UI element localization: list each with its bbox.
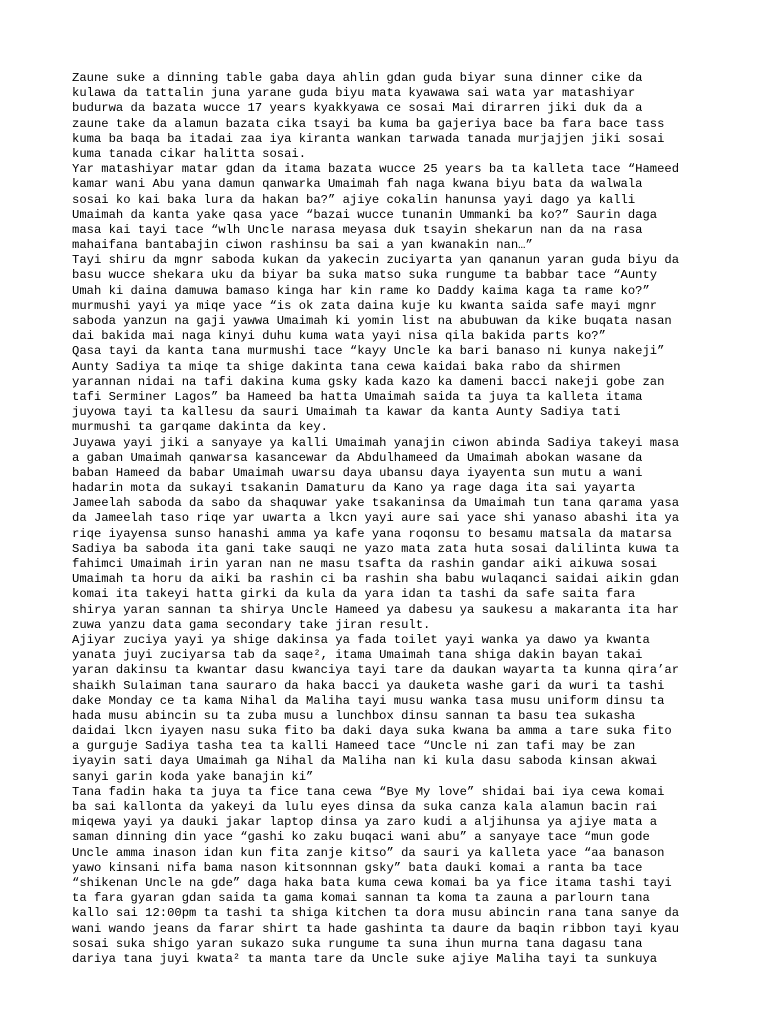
body-text <box>72 71 712 967</box>
text-line: sosai ko kai baka lura da hakan ba?” ajiye cokalin hanunsa yayi dago ya kalli <box>72 192 636 207</box>
text-line: shirya yaran sannan ta shirya Uncle Hameed ya dabesu ya saukesu a makaranta ita har <box>72 602 680 617</box>
text-line: basu wucce shekara uku da biyar ba suka matso suka rungume ta babbar tace “Aunty <box>72 268 658 283</box>
text-line: yaran dakinsu ta kwantar dasu kwanciya tayi tare da daukan wayarta ta kunna qira’ar <box>72 663 680 678</box>
text-line: da Jameelah taso riqe yar uwarta a lkcn yayi aure sai yace shi yanaso abashi ita ya <box>72 511 680 526</box>
text-line: kuma ba baqa ba itadai zaa iya kiranta wankan tarwada tanada murjajjen jiki sosai <box>72 131 665 146</box>
text-line: juyowa tayi ta kallesu da sauri Umaimah ta kawar da kanta Aunty Sadiya tati <box>72 405 621 420</box>
text-line: zaune take da alamun bazata cika tsayi ba kuma ba gajeriya bace ba fara bace tass <box>72 116 665 131</box>
text-line: mahaifana bantabajin ciwon rashinsu ba sai a yan kwanakin nan…” <box>72 238 533 253</box>
text-line: Tayi shiru da mgnr saboda kukan da yakecin zuciyarta yan qananun yaran guda biyu da <box>72 253 680 268</box>
text-line: Tana fadin haka ta juya ta fice tana cewa “Bye My love” shidai bai iya cewa komai <box>72 784 665 799</box>
text-line: iyayin sati daya Umaimah ga Nihal da Maliha nan ki kula dasu saboda kinsan akwai <box>72 754 658 769</box>
text-line: Jameelah saboda da sabo da shaquwar yake tsakaninsa da Umaimah tun tana qarama yasa <box>72 496 680 511</box>
text-line: saman dinning din yace “gashi ko zaku buqaci wani abu” a sanyaye tace “mun gode <box>72 830 650 845</box>
text-line: tafi Serminer Lagos” ba Hameed ba hatta Umaimah saida ta juya ta kalleta itama <box>72 389 643 404</box>
text-line: fahimci Umaimah irin yaran nan ne masu tsafta da rashin gandar aiki aikuwa sosai <box>72 557 658 571</box>
text-line: dai bakida mai naga kinyi duhu kuma wata yayi nisa qila bakida parts ko?” <box>72 329 606 344</box>
text-line: kuma tanada cikar halitta sosai. <box>72 146 307 161</box>
text-line: Umah ki daina damuwa bamaso kinga har kin rame ko Daddy kaima kaga ta rame ko?” <box>72 283 650 298</box>
text-line: Zaune suke a dinning table gaba daya ahlin gdan guda biyar suna dinner cike da <box>72 71 643 85</box>
text-line: Yar matashiyar matar gdan da itama bazata wucce 25 years ba ta kalleta tace “Hameed <box>72 162 680 177</box>
text-line: “shikenan Uncle na gde” daga haka bata kuma cewa komai ba ya fice itama tashi tayi <box>72 875 672 890</box>
text-line: kulawa da tattalin juna yarane guda biyu mata kyawawa sai wata yar matashiyar <box>72 86 636 101</box>
text-line: komai ita takeyi hatta girki da kula da yara idan ta tashi da safe saita fara <box>72 587 636 602</box>
text-line: yawo kinsani nifa bama nason kitsonnnan gsky” bata dauki komai a ranta ba tace <box>72 860 643 875</box>
text-line: sanyi garin koda yake banajin ki” <box>72 769 314 784</box>
text-line: murmushi yayi ya miqe yace “is ok zata daina kuje ku kwanta saida safe mayi mgnr <box>72 298 658 313</box>
text-line: ta fara gyaran gdan saida ta gama komai sannan ta koma ta zauna a parlourn tana <box>72 891 650 906</box>
text-line: baban Hameed da babar Umaimah uwarsu daya ubansu daya iyayenta sun mutu a wani <box>72 465 643 480</box>
text-line: dake Monday ce ta kama Nihal da Maliha tayi musu wanka tasa musu uniform dinsu ta <box>72 693 665 708</box>
text-line: yanata juyi zuciyarsa tab da saqe², itama Umaimah tana shiga dakin bayan takai <box>72 648 643 663</box>
text-line: hada musu abincin su ta zuba musu a lunchbox dinsu sannan ta basu tea sukasha <box>72 708 636 723</box>
text-line: miqewa yayi ya dauki jakar laptop dinsa ya zaro kudi a aljihunsa ya ajiye mata a <box>72 815 658 830</box>
text-line: saboda yanzun na gaji yawwa Umaimah ki yomin list na abubuwan da kike buqata nasan <box>72 314 672 328</box>
text-line: masa kai tayi tace “wlh Uncle narasa meyasa duk tsayin shekarun nan da na rasa <box>72 222 643 237</box>
text-line: Juyawa yayi jiki a sanyaye ya kalli Umaimah yanajin ciwon abinda Sadiya takeyi masa <box>72 435 680 450</box>
text-line: hadarin mota da sukayi tsakanin Damaturu da Kano ya rage daga ita sai yayarta <box>72 481 636 496</box>
text-line: a gaban Umaimah qanwarsa kasancewar da Abdulhameed da Umaimah abokan wasane da <box>72 450 643 465</box>
text-line: dariya tana juyi kwata² ta manta tare da Uncle suke ajiye Maliha tayi ta sunkuya <box>72 951 658 966</box>
text-line: riqe iyayensa sunso hanashi amma ya kafe yana roqonsu to besamu matsala da matarsa <box>72 526 672 541</box>
text-line: a gurguje Sadiya tasha tea ta kalli Hameed tace “Uncle ni zan tafi may be zan <box>72 739 636 754</box>
text-line: daidai lkcn iyayen nasu suka fito ba daki daya suka kwana ba amma a tare suka fito <box>72 724 672 739</box>
text-line: Umaimah ta horu da aiki ba rashin ci ba rashin sha babu wulaqanci saidai aikin gdan <box>72 572 680 587</box>
text-line: Sadiya ba saboda ita gani take sauqi ne yazo mata zata huta sosai dalilinta kuwa ta <box>72 541 680 556</box>
text-line: Qasa tayi da kanta tana murmushi tace “kayy Uncle ka bari banaso ni kunya nakeji” <box>72 344 665 359</box>
text-line: Umaimah da kanta yake qasa yace “bazai wucce tunanin Ummanki ba ko?” Saurin daga <box>72 207 658 222</box>
text-line: shaikh Sulaiman tana sauraro da haka bacci ya dauketa washe gari da wuri ta tashi <box>72 678 665 693</box>
text-line: budurwa da bazata wucce 17 years kyakkyawa ce sosai Mai dirarren jiki duk da a <box>72 101 643 116</box>
text-line: Ajiyar zuciya yayi ya shige dakinsa ya fada toilet yayi wanka ya dawo ya kwanta <box>72 632 650 647</box>
text-line: zuwa yanzu data gama secondary take jiran result. <box>72 617 431 632</box>
text-line: murmushi ta garqame dakinta da key. <box>72 420 328 435</box>
text-line: Uncle amma inason idan kun fita zanje kitso” da sauri ya kalleta yace “aa banason <box>72 845 665 860</box>
text-line: sosai suka shigo yaran sukazo suka rungume ta suna ihun murna tana dagasu tana <box>72 936 643 951</box>
text-line: ba sai kallonta da yakeyi da lulu eyes dinsa da suka canza kala alamun bacin rai <box>72 800 658 814</box>
text-line: kamar wani Abu yana damun qanwarka Umaimah fah naga kwana biyu bata da walwala <box>72 177 643 192</box>
text-line: wani wando jeans da farar shirt ta hade gashinta ta daure da baqin ribbon tayi kyau <box>72 921 680 936</box>
text-line: Aunty Sadiya ta miqe ta shige dakinta tana cewa kaidai baka rabo da shirmen <box>72 359 621 374</box>
text-line: kallo sai 12:00pm ta tashi ta shiga kitchen ta dora musu abincin rana tana sanye da <box>72 906 680 921</box>
text-line: yarannan nidai na tafi dakina kuma gsky kada kazo ka dameni bacci nakeji gobe zan <box>72 374 665 389</box>
